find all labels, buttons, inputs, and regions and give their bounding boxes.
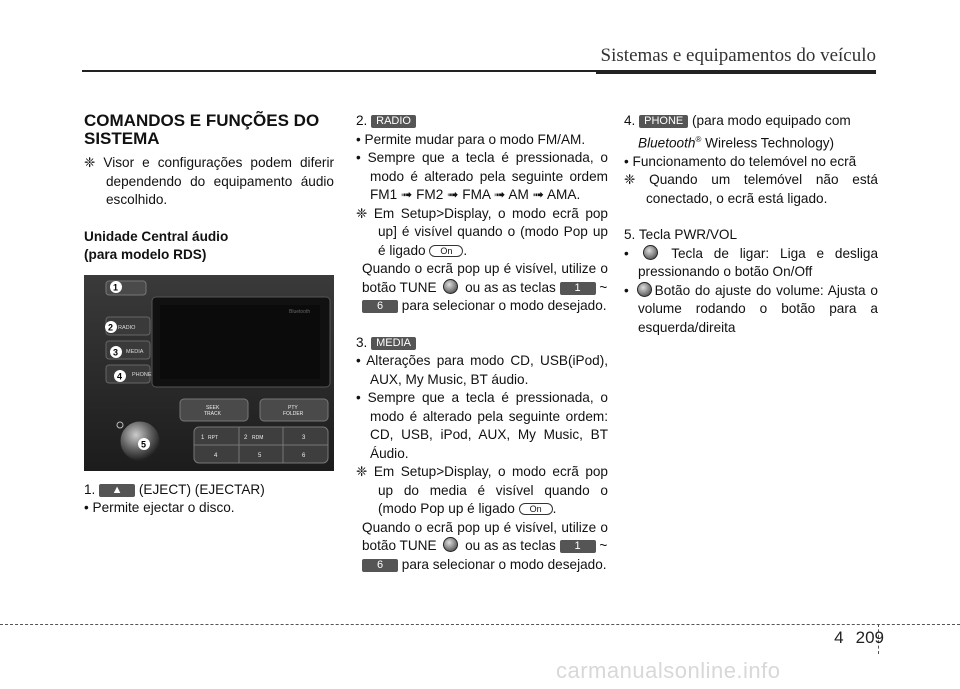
- key-6-badge: 6: [362, 300, 398, 313]
- callout-2: 2: [108, 322, 114, 332]
- section-heading: COMANDOS E FUNÇÕES DO SISTEMA: [84, 111, 320, 148]
- eject-icon: ▲: [99, 484, 135, 497]
- header-rule-thick: [596, 72, 876, 74]
- media-key-label: MEDIA: [126, 348, 144, 355]
- rdm-label: RDM: [252, 434, 264, 441]
- power-text: Tecla de ligar: Liga e desliga pressionando o botão On/Off: [638, 245, 879, 280]
- popup-text-c: para selecionar o modo desejado.: [401, 298, 607, 313]
- item-1-number: 1.: [84, 481, 96, 497]
- item-1: [84, 481, 334, 500]
- pty-label: PTY: [288, 404, 298, 411]
- radio-note: [356, 205, 608, 261]
- callout-3: 3: [113, 347, 119, 357]
- subheading-rds: (para modelo RDS): [84, 247, 207, 262]
- item-3: [356, 334, 608, 353]
- phone-key-badge: PHONE: [639, 115, 688, 128]
- key-1-badge-2: 1: [560, 540, 596, 553]
- column-3: [624, 112, 878, 337]
- head-unit-photo: [84, 275, 334, 471]
- volume-knob-icon: [637, 282, 652, 297]
- item-2: [356, 112, 608, 131]
- column-2: [356, 112, 608, 574]
- item-1-bullet: • Permite ejectar o disco.: [84, 500, 235, 515]
- folder-label: FOLDER: [283, 410, 304, 417]
- bluetooth-label: Bluetooth: [289, 308, 311, 315]
- end-dot-2: .: [552, 501, 557, 516]
- phone-key-label: PHONE: [132, 371, 152, 378]
- bluetooth-word: Bluetooth: [638, 135, 696, 151]
- popup-text-a-2: Quando o ecrã pop up é visível, utilize o botão TUNE: [362, 519, 608, 553]
- preset-4: 4: [214, 452, 218, 459]
- phone-note: ❈ Quando um telemóvel não está conectado, o ecrã está ligado.: [624, 172, 878, 206]
- radio-bullet-2: • Sempre que a tecla é pressionada, o modo é alterado pela seguinte ordem FM1 ➟ FM2 ➟ FMA ➟ AM ➟ AMA.: [356, 150, 608, 202]
- registered-mark: ®: [695, 134, 702, 144]
- page-number-value: 209: [855, 628, 884, 647]
- power-bullet: [624, 245, 878, 282]
- page-number: [834, 628, 884, 648]
- radio-popup-text: [356, 260, 608, 316]
- power-bullet-dot: •: [624, 245, 629, 261]
- radio-key-badge: RADIO: [371, 115, 416, 128]
- popup-text-b: ou as as teclas: [465, 279, 556, 295]
- subheading-head-unit: Unidade Central áudio: [84, 228, 229, 244]
- tune-knob-icon-2: [443, 537, 458, 552]
- power-knob-icon: [643, 245, 658, 260]
- callout-4: 4: [117, 371, 123, 381]
- tilde: ~: [599, 279, 608, 295]
- head-unit-illustration: [84, 275, 334, 471]
- item-4: [624, 112, 878, 131]
- tilde-2: ~: [599, 538, 608, 553]
- radio-bullet-1: • Permite mudar para o modo FM/AM.: [356, 131, 586, 147]
- note-mark: ❈: [84, 155, 96, 170]
- header-title: Sistemas e equipamentos do veículo: [600, 45, 876, 66]
- media-key-badge: MEDIA: [371, 337, 416, 350]
- popup-text-c-2: para selecionar o modo desejado.: [401, 556, 607, 572]
- radio-key-label: RADIO: [118, 324, 136, 331]
- rpt-label: RPT: [208, 434, 218, 441]
- preset-1: 1: [201, 434, 205, 441]
- phone-bullet-1: • Funcionamento do telemóvel no ecrã: [624, 153, 857, 169]
- footer-rule: [0, 624, 960, 625]
- chapter-number: 4: [834, 628, 844, 647]
- bluetooth-rest: Wireless Technology): [701, 135, 835, 151]
- item-4-number: 4.: [624, 113, 636, 128]
- on-icon: On: [429, 245, 463, 257]
- item-3-number: 3.: [356, 334, 368, 350]
- volume-text: Botão do ajuste do volume: Ajusta o volume rodando o botão para a esquerda/direita: [638, 282, 878, 335]
- callout-1: 1: [113, 282, 119, 292]
- media-note-text: ❈ Em Setup>Display, o modo ecrã pop up do media é visível quando o (modo Pop up é ligado: [356, 464, 608, 516]
- media-bullet-1: • Alterações para modo CD, USB(iPod), AUX, My Music, BT áudio.: [356, 353, 608, 387]
- media-bullet-2: • Sempre que a tecla é pressionada, o modo é alterado pela seguinte ordem: CD, USB, iPod, AUX, My Music, BT Áudio.: [356, 390, 608, 461]
- media-popup-text: [356, 519, 608, 575]
- note-text: Visor e configurações podem diferir dependendo do equipamento áudio escolhido.: [103, 155, 334, 207]
- end-dot: .: [463, 242, 468, 258]
- preset-5: 5: [258, 452, 262, 459]
- media-note: [356, 463, 608, 519]
- item-4-label: (para modo equipado com: [692, 113, 851, 128]
- on-icon-2: On: [519, 503, 553, 515]
- preset-6: 6: [302, 452, 306, 459]
- volume-bullet-dot: •: [624, 282, 629, 298]
- track-label: TRACK: [204, 410, 221, 417]
- radio-note-text: ❈ Em Setup>Display, o modo ecrã pop up] é visível quando o (modo Pop up é ligado: [356, 205, 608, 258]
- popup-text-a: Quando o ecrã pop up é visível, utilize o botão TUNE: [362, 261, 608, 295]
- key-1-badge: 1: [560, 282, 596, 295]
- callout-5: 5: [141, 439, 147, 449]
- popup-text-b-2: ou as as teclas: [465, 538, 556, 553]
- item-1-label: (EJECT) (EJECTAR): [138, 481, 265, 497]
- item-5: 5. Tecla PWR/VOL: [624, 227, 738, 243]
- volume-bullet: [624, 282, 878, 338]
- seek-label: SEEK: [206, 404, 220, 411]
- tune-knob-icon: [443, 279, 458, 294]
- note-display: [84, 154, 334, 210]
- watermark: carmanualsonline.info: [556, 658, 781, 683]
- preset-3: 3: [302, 434, 306, 441]
- item-2-number: 2.: [356, 113, 368, 128]
- bluetooth-line: [624, 131, 878, 153]
- key-6-badge-2: 6: [362, 559, 398, 572]
- column-1: [84, 112, 334, 518]
- preset-2: 2: [244, 434, 248, 441]
